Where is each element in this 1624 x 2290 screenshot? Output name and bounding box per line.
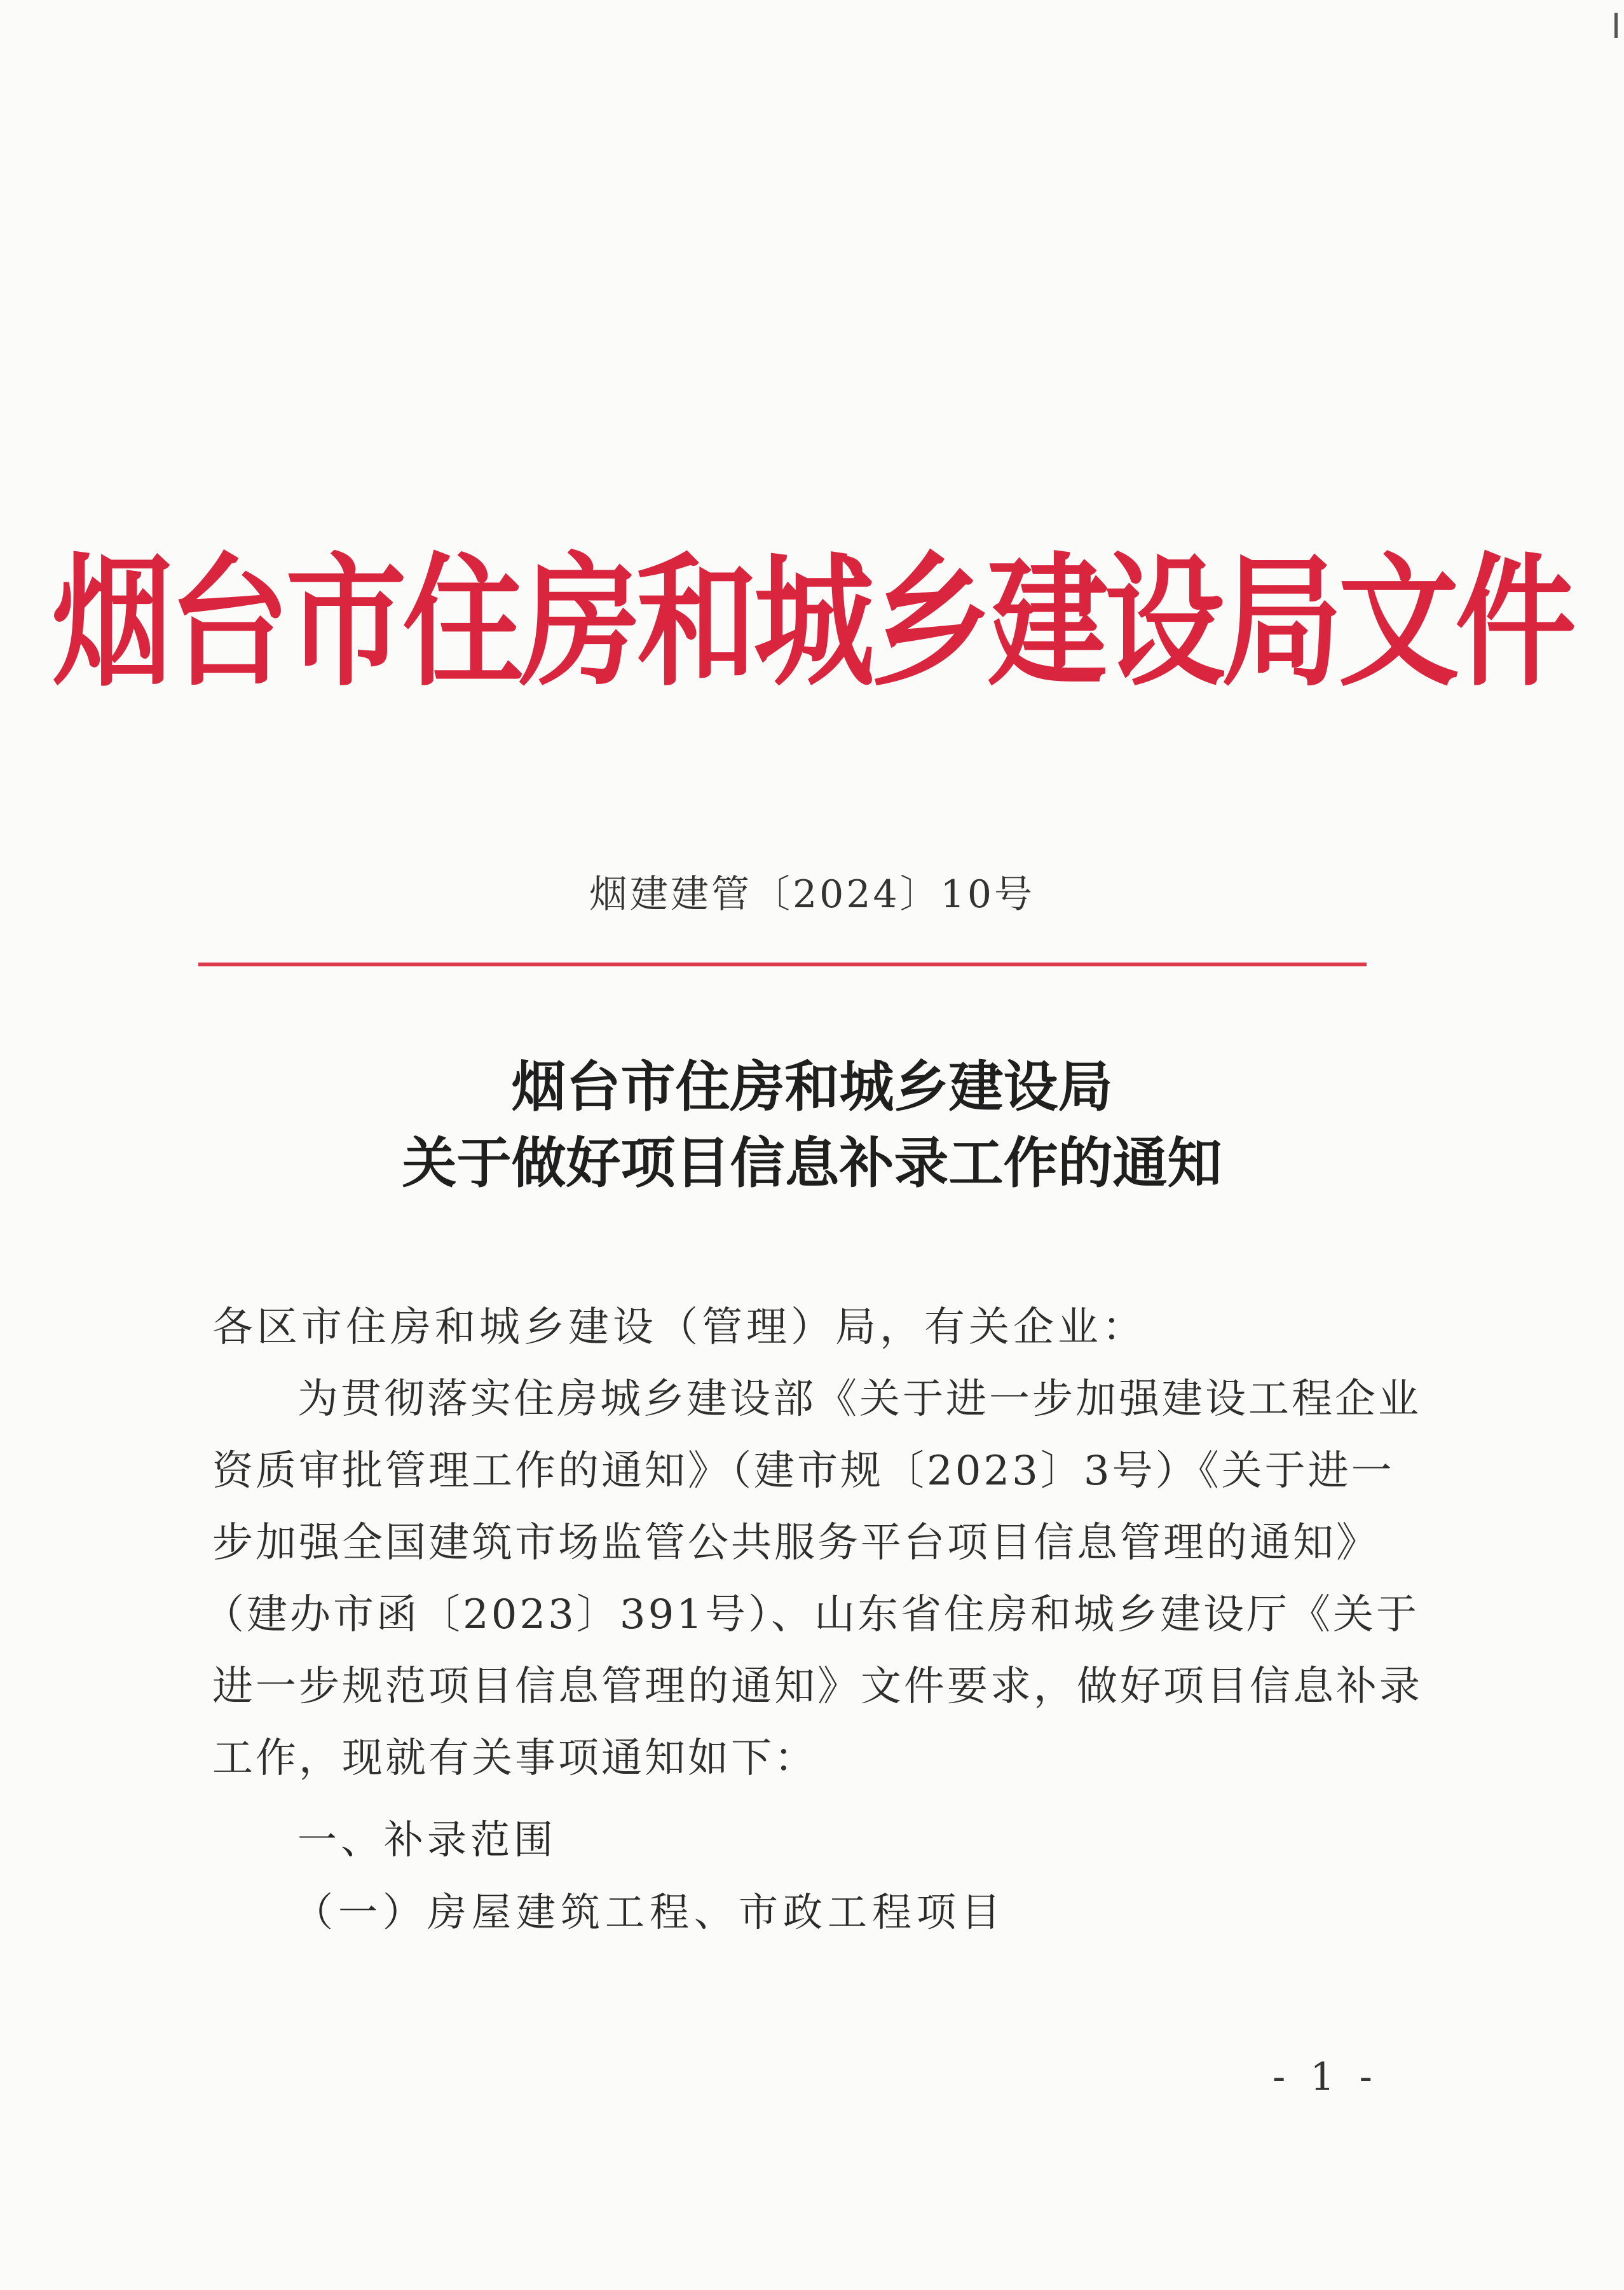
paragraph-line: 步加强全国建筑市场监管公共服务平台项目信息管理的通知》 (212, 1519, 1379, 1567)
paragraph-line: 进一步规范项目信息管理的通知》文件要求，做好项目信息补录 (212, 1663, 1423, 1710)
paragraph-line: 资质审批管理工作的通知》（建市规〔2023〕3号）《关于进一 (212, 1448, 1395, 1495)
sub-section-heading: （一）房屋建筑工程、市政工程项目 (294, 1889, 1006, 1935)
document-number: 烟建建管〔2024〕10号 (589, 872, 1035, 917)
issuer-red-header: 烟台市住房和城乡建设局文件 (51, 540, 1573, 706)
document-title-line-1: 烟台市住房和城乡建设局 (511, 1055, 1113, 1119)
page-number: - 1 - (1273, 2055, 1379, 2099)
document-title-line-2: 关于做好项目信息补录工作的通知 (402, 1131, 1222, 1195)
paragraph-line: （建办市函〔2023〕391号）、山东省住房和城乡建设厅《关于 (203, 1591, 1420, 1638)
paragraph-line: 为贯彻落实住房城乡建设部《关于进一步加强建设工程企业 (297, 1376, 1421, 1423)
red-separator-line (198, 963, 1367, 966)
paragraph-line: 工作，现就有关事项通知如下： (212, 1735, 817, 1782)
scan-edge-mark (1614, 13, 1618, 38)
section-heading: 一、补录范围 (297, 1816, 557, 1863)
salutation: 各区市住房和城乡建设（管理）局，有关企业： (212, 1304, 1147, 1351)
